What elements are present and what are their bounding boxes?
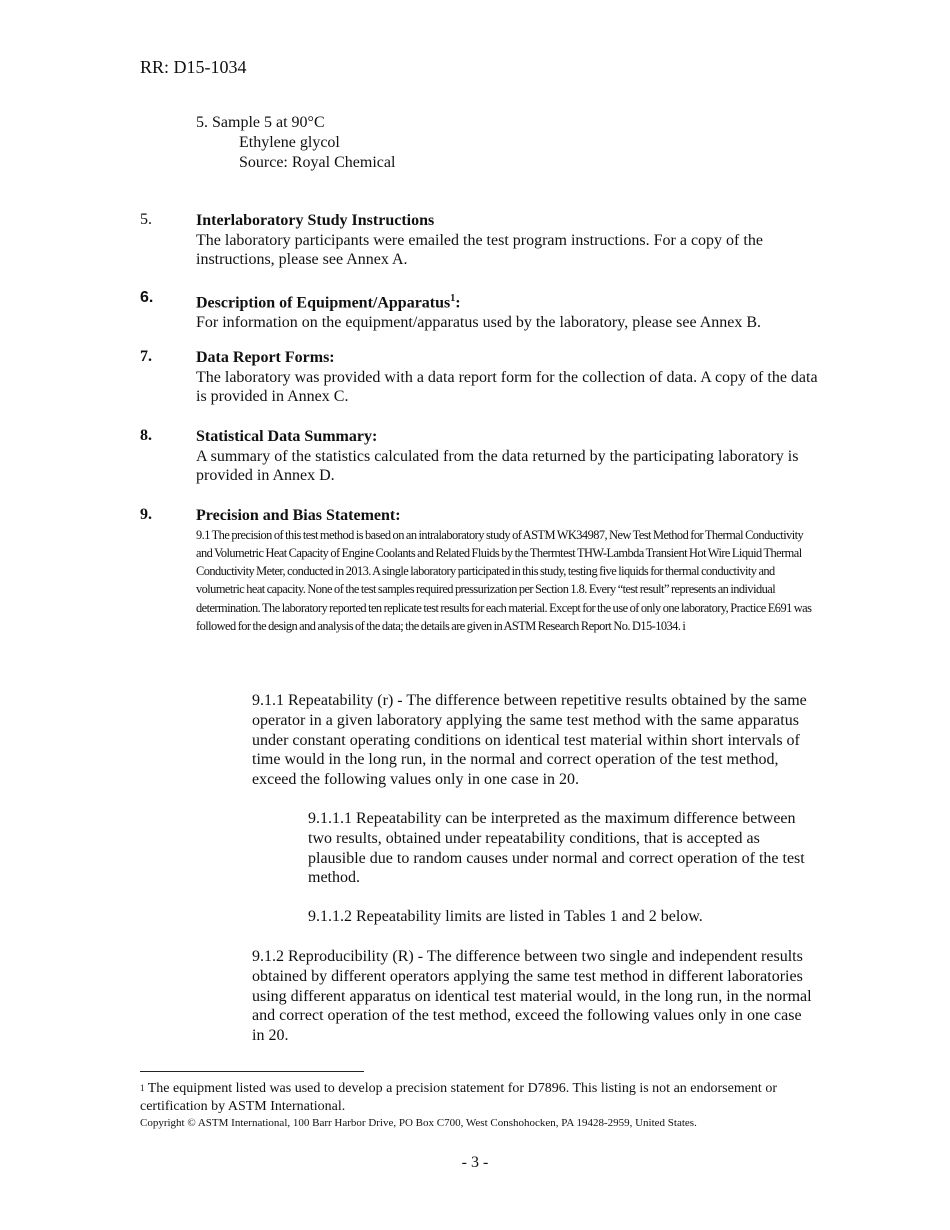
section-8-body: A summary of the statistics calculated from the data returned by the participating laboratory is provided in Annex D. — [196, 447, 799, 485]
paragraph-9-1-1-1: 9.1.1.1 Repeatability can be interpreted as the maximum difference between two results, obtained under repeatability conditions, that is accepted as plausible due to random causes under normal and correct operation of the test method. — [308, 810, 805, 887]
section-6-heading — [196, 289, 821, 313]
section-5-number: 5. — [140, 211, 152, 228]
section-9-heading: Precision and Bias Statement: — [196, 507, 401, 524]
sample-5-block — [196, 113, 395, 173]
section-7-heading: Data Report Forms: — [196, 349, 335, 366]
section-6-number: 6. — [140, 289, 154, 306]
section-5-heading: Interlaboratory Study Instructions — [196, 212, 435, 229]
page-number: - 3 - — [461, 1154, 489, 1171]
copyright-line: Copyright © ASTM International, 100 Barr Harbor Drive, PO Box C700, West Conshohocken, PA 19428-2959, United States. — [140, 1117, 697, 1129]
section-5-body: The laboratory participants were emailed the test program instructions. For a copy of the instructions, please see Annex A. — [196, 231, 763, 269]
section-6-heading-text: Description of Equipment/Apparatus — [196, 294, 451, 312]
section-9 — [196, 506, 821, 635]
sample-5-title: 5. Sample 5 at 90°C — [196, 114, 325, 131]
section-7-number: 7. — [140, 348, 152, 365]
section-8-number: 8. — [140, 427, 152, 444]
section-5 — [196, 211, 821, 270]
section-8-heading: Statistical Data Summary: — [196, 428, 378, 445]
section-6 — [196, 289, 821, 333]
paragraph-9-1-1: 9.1.1 Repeatability (r) - The difference between repetitive results obtained by the same operator in a given laboratory applying the same test method with the same apparatus under constant operating conditions on identical test material within short intervals of time would in the long run, in the normal and correct operation of the test method, exceed the following values only in one case in 20. — [252, 692, 807, 789]
paragraph-9-1-2: 9.1.2 Reproducibility (R) - The difference between two single and independent results obtained by different operators applying the same test method in different laboratories using different apparatus on identical test material would, in the long run, in the normal and correct operation of the test method, exceed the following values only in one case in 20. — [252, 948, 812, 1045]
section-9-number: 9. — [140, 506, 152, 523]
sample-5-source: Source: Royal Chemical — [239, 154, 396, 171]
section-9-body: 9.1 The precision of this test method is based on an intralaboratory study of ASTM WK34987, New Test Method for Thermal Conductivity and Volumetric Heat Capacity of Engine Coolants and Related Fluids by the Thermtest THW-Lambda Transient Hot Wire Liquid Thermal Conductivity Meter, conducted in 2013. A single laboratory participated in this study, testing five liquids for thermal conductivity and volumetric heat capacity. None of the test samples required pressurization per Section 1.8. Every “test result” represents an individual determination. The laboratory reported ten replicate test results for each material. Except for the use of only one laboratory, Practice E691 was followed for the design and analysis of the data; the details are given in ASTM Research Report No. D15-1034. i — [196, 527, 812, 634]
footnote-ref: 1 — [450, 293, 456, 304]
section-7-body: The laboratory was provided with a data report form for the collection of data. A copy of the data is provided in Annex C. — [196, 368, 818, 406]
sample-5-material: Ethylene glycol — [239, 134, 340, 151]
section-6-heading-colon: : — [455, 294, 461, 312]
footnote — [140, 1080, 800, 1116]
section-7 — [196, 348, 821, 407]
report-id: RR: D15-1034 — [140, 57, 247, 77]
paragraph-9-1-1-2: 9.1.1.2 Repeatability limits are listed in Tables 1 and 2 below. — [308, 908, 703, 925]
section-8 — [196, 427, 821, 486]
footnote-marker: 1 — [140, 1083, 145, 1093]
footnote-divider — [140, 1071, 364, 1072]
section-6-body: For information on the equipment/apparatus used by the laboratory, please see Annex B. — [196, 313, 762, 331]
footnote-text: The equipment listed was used to develop a precision statement for D7896. This listing is not an endorsement or certification by ASTM International. — [140, 1081, 777, 1114]
